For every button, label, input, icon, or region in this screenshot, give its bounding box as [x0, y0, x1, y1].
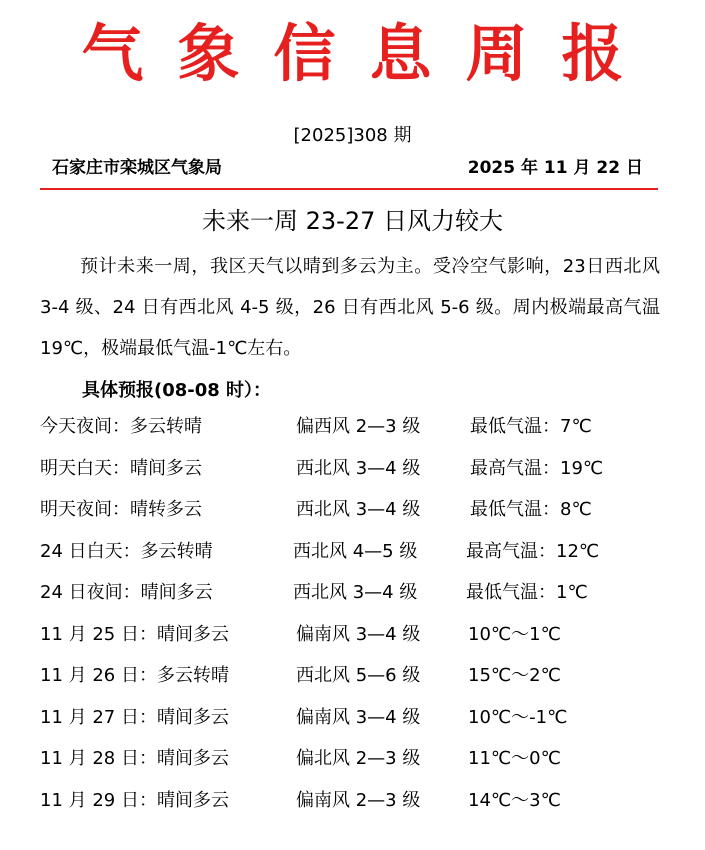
forecast-temperature: 最低气温：7℃: [470, 416, 592, 437]
forecast-row: [0, 620, 705, 650]
forecast-wind: 偏北风 2—3 级: [296, 748, 421, 769]
forecast-period: 11 月 26 日：多云转晴: [40, 665, 229, 686]
forecast-wind: 西北风 4—5 级: [293, 541, 418, 562]
forecast-period: 11 月 25 日：晴间多云: [40, 624, 229, 645]
forecast-wind: 西北风 3—4 级: [296, 458, 421, 479]
forecast-temperature: 11℃～0℃: [468, 748, 561, 769]
headline: 未来一周 23-27 日风力较大: [202, 207, 503, 235]
forecast-wind: 偏南风 2—3 级: [296, 790, 421, 811]
forecast-row: [0, 454, 705, 484]
issue-date: 2025 年 11 月 22 日: [467, 158, 643, 178]
forecast-temperature: 10℃～-1℃: [468, 707, 568, 728]
forecast-period: 24 日夜间：晴间多云: [40, 582, 213, 603]
forecast-temperature: 最高气温：19℃: [470, 458, 604, 479]
forecast-row: [0, 744, 705, 774]
forecast-section-title: 具体预报(08-08 时）：: [82, 380, 272, 401]
header-divider: [40, 188, 658, 190]
forecast-period: 24 日白天：多云转晴: [40, 541, 213, 562]
forecast-temperature: 10℃～1℃: [468, 624, 561, 645]
forecast-row: [0, 703, 705, 733]
forecast-row: [0, 578, 705, 608]
forecast-period: 明天白天：晴间多云: [40, 458, 202, 479]
issuer-name: 石家庄市栾城区气象局: [52, 158, 222, 178]
forecast-period: 今天夜间：多云转晴: [40, 416, 202, 437]
forecast-wind: 偏西风 2—3 级: [296, 416, 421, 437]
forecast-row: [0, 495, 705, 525]
forecast-period: 11 月 28 日：晴间多云: [40, 748, 229, 769]
forecast-temperature: 最高气温：12℃: [466, 541, 600, 562]
forecast-wind: 西北风 5—6 级: [296, 665, 421, 686]
forecast-row: [0, 661, 705, 691]
masthead-title: 气象信息周报: [81, 17, 658, 90]
forecast-row: [0, 537, 705, 567]
issue-number: [2025]308 期: [293, 125, 412, 146]
forecast-period: 11 月 27 日：晴间多云: [40, 707, 229, 728]
forecast-row: [0, 786, 705, 816]
forecast-temperature: 15℃～2℃: [468, 665, 561, 686]
forecast-wind: 西北风 3—4 级: [293, 582, 418, 603]
forecast-temperature: 14℃～3℃: [468, 790, 561, 811]
summary-paragraph: 预计未来一周，我区天气以晴到多云为主。受冷空气影响，23日西北风 3-4 级、24 日有西北风 4-5 级，26 日有西北风 5-6 级。周内极端最高气温 19℃，极端最低气温-1℃左右。: [40, 256, 660, 359]
forecast-period: 11 月 29 日：晴间多云: [40, 790, 229, 811]
forecast-wind: 西北风 3—4 级: [296, 499, 421, 520]
forecast-wind: 偏南风 3—4 级: [296, 707, 421, 728]
forecast-temperature: 最低气温：8℃: [470, 499, 592, 520]
forecast-period: 明天夜间：晴转多云: [40, 499, 202, 520]
forecast-wind: 偏南风 3—4 级: [296, 624, 421, 645]
forecast-row: [0, 412, 705, 442]
forecast-temperature: 最低气温：1℃: [466, 582, 588, 603]
